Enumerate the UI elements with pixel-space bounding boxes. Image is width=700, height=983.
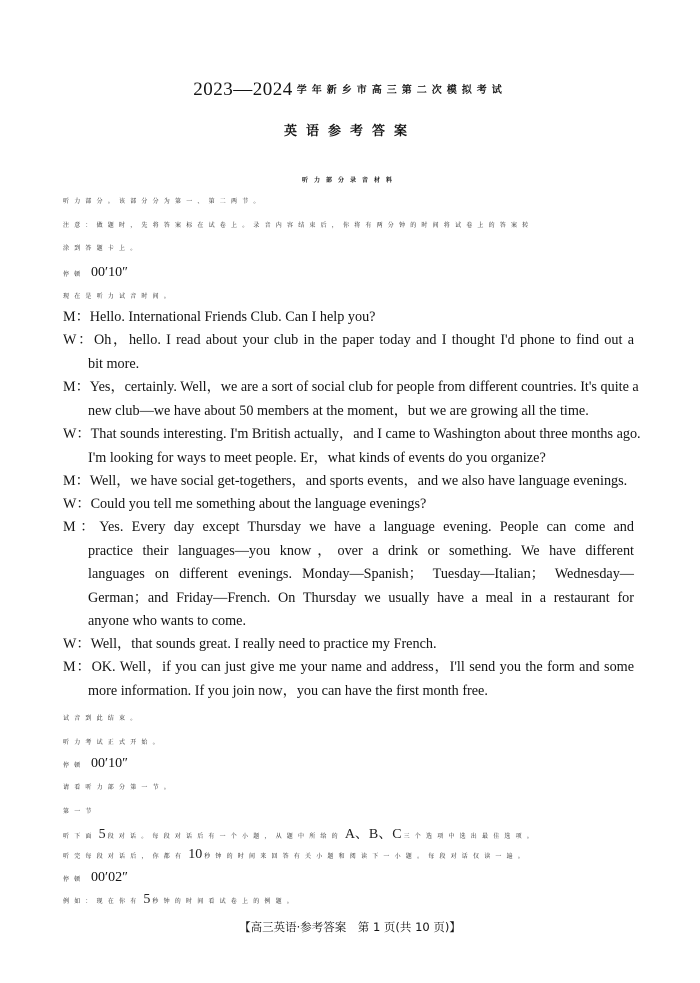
dialogue-line-2 — [63, 329, 634, 376]
option-letters: A、B、C — [344, 827, 402, 842]
dialogue-continuation: I'm looking for ways to meet people. Er，what kinds of events do you organize? — [88, 449, 546, 466]
page-subtitle: 英语参考答案 — [283, 124, 416, 139]
page-footer: 【高三英语·参考答案 第 1 页(共 10 页)】 — [239, 920, 461, 934]
exam-year: 2023—2024 — [193, 79, 293, 100]
dialogue-continuation: practice their languages—you know，over a drink or something. We have different — [88, 542, 634, 559]
dialogue-continuation: more information. If you join now，you can have the first month free. — [88, 682, 488, 699]
dialogue-text: W：Oh，hello. I read about your club in the paper today and I thought I'd phone to find out a — [63, 332, 634, 348]
instr-text: 听完每段对话后，你都有 — [63, 853, 187, 860]
dialogue-text: M：OK. Well，if you can just give me your name and address，I'll send you the form and some — [63, 659, 634, 675]
pause-label: 停顿 — [63, 271, 86, 278]
dialogue-text: W：Could you tell me something about the language evenings? — [63, 496, 427, 512]
part1-instruction-2 — [63, 847, 529, 863]
dialogue-line-6 — [63, 493, 634, 517]
intro-line-3: 涂到答题卡上。 — [63, 245, 142, 252]
dialogue-continuation: new club—we have about 50 members at the moment，but we are growing all the time. — [88, 402, 589, 419]
part1-title: 第一节 — [63, 808, 97, 815]
pause-value: 00′10″ — [91, 265, 128, 280]
example-text: 例如：现在你有 — [63, 898, 142, 905]
dialogue-continuation: German；and Friday—French. On Thursday we usually have a meal in a restaurant for — [88, 589, 634, 606]
part1-instruction-1 — [63, 823, 538, 843]
example-line — [63, 892, 298, 908]
dialogue-text: W：Well，that sounds great. I really need to practice my French. — [63, 636, 437, 652]
listening-section-title: 听力部分录音材料 — [301, 177, 398, 184]
instr-text: 听下面 — [63, 833, 97, 840]
exam-title-text: 学年新乡市高三第二次模拟考试 — [296, 85, 507, 96]
seconds-count: 10 — [188, 847, 203, 862]
dialogue-line-3 — [63, 376, 639, 423]
dialogue-text: M：Yes，certainly. Well，we are a sort of social club for people from different countries. It's quite a — [63, 379, 639, 395]
intro-line-1: 听力部分。该部分分为第一、第二两节。 — [63, 198, 265, 205]
dialogue-line-1 — [63, 306, 634, 330]
dialogue-continuation: bit more. — [88, 355, 140, 372]
dialogue-line-7 — [63, 516, 634, 634]
dialogue-count: 5 — [98, 827, 106, 842]
dialogue-line-5 — [63, 470, 634, 494]
exam-title — [0, 79, 700, 101]
exam-start: 听力考试正式开始。 — [63, 739, 164, 746]
pause-value: 00′10″ — [91, 756, 128, 771]
pause-3 — [63, 868, 128, 886]
dialogue-text: W：That sounds interesting. I'm British actually，and I came to Washington about three months ago. — [63, 426, 641, 442]
dialogue-line-9 — [63, 656, 634, 703]
pause-1 — [63, 263, 128, 281]
trial-end: 试音到此结束。 — [63, 715, 142, 722]
example-text: 秒钟的时间看试卷上的例题。 — [152, 898, 299, 905]
dialogue-continuation: anyone who wants to come. — [88, 613, 246, 629]
pause-2 — [63, 754, 128, 772]
dialogue-line-8 — [63, 633, 634, 657]
please-read: 请看听力部分第一节。 — [63, 784, 176, 791]
instr-text: 段对话。每段对话后有一个小题，从题中所给的 — [107, 833, 343, 840]
intro-line-2: 注意：做题时，先将答案标在试卷上。录音内容结束后，你将有两分钟的时间将试卷上的答案转 — [63, 222, 534, 229]
dialogue-text: M：Well，we have social get-togethers，and sports events，and we also have language evenings. — [63, 473, 628, 489]
pause-label: 停顿 — [63, 762, 86, 769]
instr-text: 三个选项中选出最佳选项。 — [403, 833, 539, 840]
dialogue-continuation: languages on different evenings. Monday—Spanish； Tuesday—Italian； Wednesday— — [88, 566, 634, 582]
trial-notice: 现在是听力试音时间。 — [63, 293, 176, 300]
dialogue-line-4 — [63, 423, 641, 470]
pause-value: 00′02″ — [91, 870, 128, 885]
pause-label: 停顿 — [63, 876, 86, 883]
dialogue-text: M：Hello. International Friends Club. Can I help you? — [63, 309, 376, 325]
instr-text: 秒钟的时间来回答有关小题和阅读下一小题。每段对话仅读一遍。 — [204, 853, 530, 860]
example-seconds: 5 — [143, 892, 151, 907]
dialogue-text: M：Yes. Every day except Thursday we have a language evening. People can come and — [63, 519, 634, 535]
